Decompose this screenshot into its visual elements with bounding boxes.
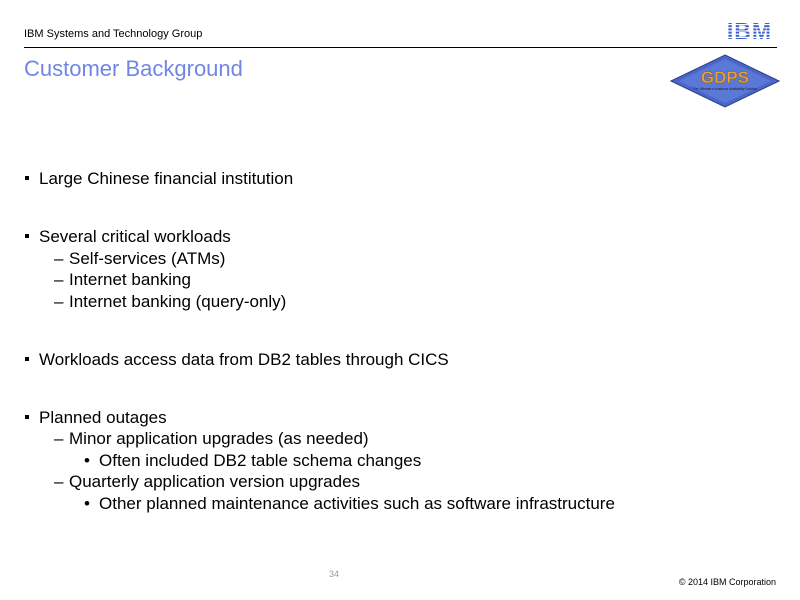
bullet-text: Workloads access data from DB2 tables through CICS <box>39 349 449 369</box>
sub-bullet-item <box>24 471 764 493</box>
sub-bullet-item <box>24 248 764 270</box>
subsub-bullet-item <box>24 450 764 472</box>
subsub-bullet-text: Other planned maintenance activities such as software infrastructure <box>99 493 615 513</box>
bullet-text: Several critical workloads <box>39 227 231 246</box>
sub-bullet-item <box>24 269 764 291</box>
subsub-bullet-text: Often included DB2 table schema changes <box>99 450 422 470</box>
sub-bullet-item <box>24 291 764 313</box>
dot-bullet-icon: • <box>84 450 90 470</box>
page-number: 34 <box>329 569 340 579</box>
dash-bullet-icon: – <box>54 472 64 491</box>
dot-bullet-icon: • <box>84 493 90 513</box>
spacer <box>24 190 764 227</box>
dash-bullet-icon: – <box>54 270 64 289</box>
spacer <box>24 312 764 349</box>
ibm-logo <box>722 20 777 42</box>
bullet-text: Planned outages <box>39 407 167 427</box>
copyright-notice: © 2014 IBM Corporation <box>678 577 776 587</box>
sub-bullet-text: Self-services (ATMs) <box>69 248 226 268</box>
gdps-logo <box>670 54 780 108</box>
bullet-text: Large Chinese financial institution <box>39 169 294 188</box>
sub-bullet-text: Minor application upgrades (as needed) <box>69 429 369 448</box>
slide-body <box>24 168 764 514</box>
dash-bullet-icon: – <box>54 429 64 448</box>
square-bullet-icon <box>25 176 29 180</box>
header-group-name: IBM Systems and Technology Group <box>24 28 203 40</box>
bullet-item <box>24 407 764 429</box>
square-bullet-icon <box>25 415 29 419</box>
sub-bullet-item <box>24 428 764 450</box>
dash-bullet-icon: – <box>54 291 64 311</box>
slide-title: Customer Background <box>24 56 243 81</box>
square-bullet-icon <box>25 234 29 238</box>
subsub-bullet-item <box>24 493 764 515</box>
bullet-item <box>24 226 764 248</box>
gdps-tagline: The Ultimate e-business Availability Solution <box>692 87 758 91</box>
bullet-item <box>24 168 764 190</box>
dash-bullet-icon: – <box>54 248 64 268</box>
square-bullet-icon <box>25 357 29 361</box>
gdps-logo-text: GDPS <box>700 68 750 87</box>
sub-bullet-text: Internet banking <box>69 270 191 289</box>
spacer <box>24 370 764 407</box>
bullet-item <box>24 349 764 371</box>
header-divider <box>24 47 777 48</box>
sub-bullet-text: Internet banking (query-only) <box>69 291 287 311</box>
sub-bullet-text: Quarterly application version upgrades <box>69 472 361 491</box>
